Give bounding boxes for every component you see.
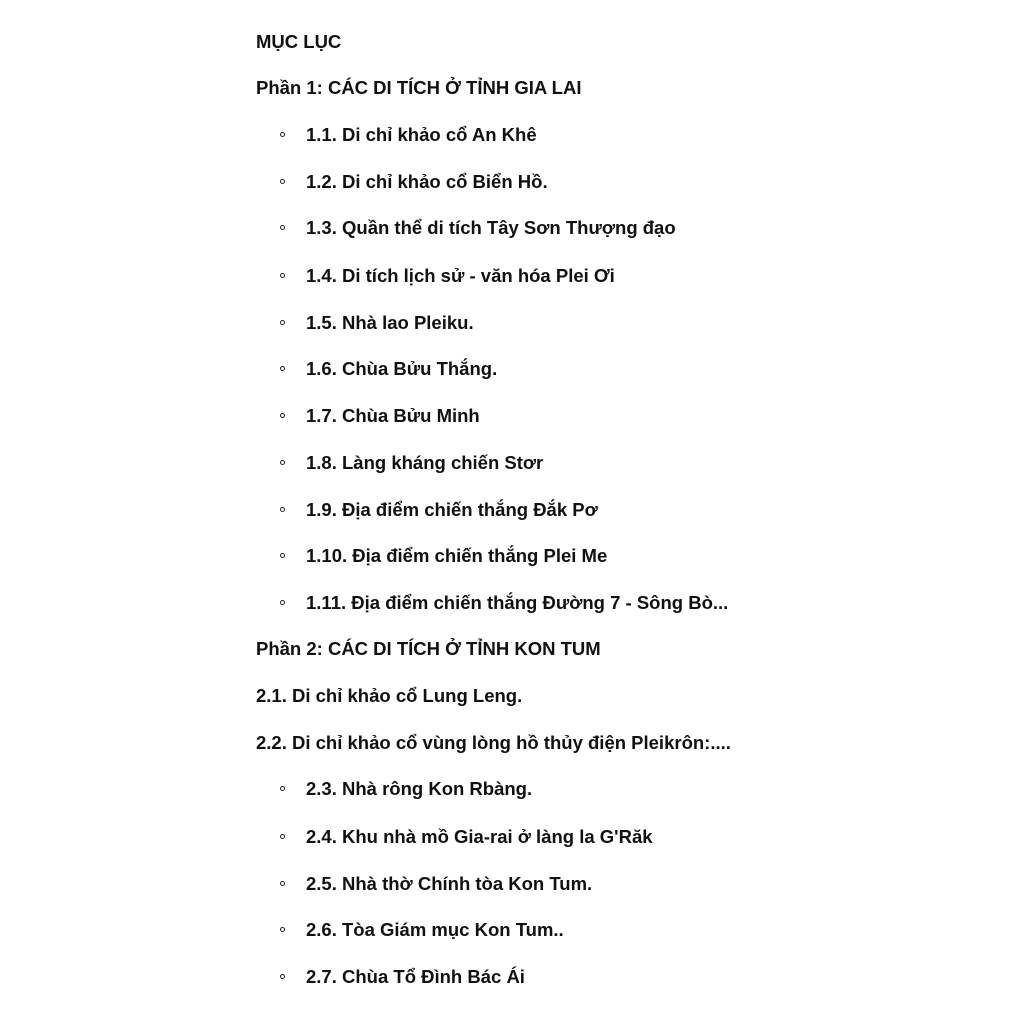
toc-entry-text: 1.5. Nhà lao Pleiku. xyxy=(306,312,474,333)
toc-section-heading xyxy=(256,77,581,99)
circle-bullet-icon xyxy=(280,786,285,791)
toc-section-heading xyxy=(256,638,601,660)
toc-entry xyxy=(256,685,522,707)
circle-bullet-icon xyxy=(280,413,285,418)
toc-entry-text: 1.11. Địa điểm chiến thắng Đường 7 - Sông Bò... xyxy=(306,592,729,613)
circle-bullet-icon xyxy=(280,225,285,230)
toc-entry-text: 1.4. Di tích lịch sử - văn hóa Plei Ơi xyxy=(306,265,615,286)
toc-list-item xyxy=(306,499,598,521)
circle-bullet-icon xyxy=(280,460,285,465)
circle-bullet-icon xyxy=(280,320,285,325)
circle-bullet-icon xyxy=(280,179,285,184)
toc-list-item xyxy=(306,358,497,380)
toc-list-item xyxy=(306,405,480,427)
circle-bullet-icon xyxy=(280,881,285,886)
toc-list-item xyxy=(306,312,474,334)
toc-entry-text: Phần 2: CÁC DI TÍCH Ở TỈNH KON TUM xyxy=(256,638,601,659)
toc-entry-text: 2.7. Chùa Tổ Đình Bác Ái xyxy=(306,966,525,987)
circle-bullet-icon xyxy=(280,273,285,278)
circle-bullet-icon xyxy=(280,507,285,512)
toc-entry-text: 2.6. Tòa Giám mục Kon Tum.. xyxy=(306,919,564,940)
circle-bullet-icon xyxy=(280,927,285,932)
toc-entry-text: 1.2. Di chỉ khảo cổ Biển Hồ. xyxy=(306,171,548,192)
circle-bullet-icon xyxy=(280,834,285,839)
circle-bullet-icon xyxy=(280,600,285,605)
toc-list-item xyxy=(306,124,537,146)
toc-list-item xyxy=(306,778,532,800)
toc-list-item xyxy=(306,592,728,614)
toc-entry-text: 2.1. Di chỉ khảo cổ Lung Leng. xyxy=(256,685,523,706)
toc-entry-text: 1.7. Chùa Bửu Minh xyxy=(306,405,480,426)
toc-list-item xyxy=(306,171,548,193)
circle-bullet-icon xyxy=(280,553,285,558)
toc-entry-text: 1.10. Địa điểm chiến thắng Plei Me xyxy=(306,545,608,566)
toc-entry-text: 2.4. Khu nhà mồ Gia-rai ở làng la G'Răk xyxy=(306,826,653,847)
toc-list-item xyxy=(306,826,653,848)
toc-entry-text: 1.8. Làng kháng chiến Stơr xyxy=(306,452,544,473)
toc-title: MỤC LỤC xyxy=(256,31,342,52)
toc-list-item xyxy=(306,919,564,941)
toc-entry-text: Phần 1: CÁC DI TÍCH Ở TỈNH GIA LAI xyxy=(256,77,582,98)
toc-list-item xyxy=(306,217,676,239)
toc-entry-text: 2.3. Nhà rông Kon Rbàng. xyxy=(306,778,533,799)
toc-entry-text: 2.5. Nhà thờ Chính tòa Kon Tum. xyxy=(306,873,593,894)
toc-entry-text: 2.2. Di chỉ khảo cổ vùng lòng hồ thủy điện Pleikrôn:.... xyxy=(256,732,731,753)
circle-bullet-icon xyxy=(280,974,285,979)
toc-entry-text: 1.9. Địa điểm chiến thắng Đắk Pơ xyxy=(306,499,598,520)
toc-entry-text: 1.6. Chùa Bửu Thắng. xyxy=(306,358,498,379)
toc-list-item xyxy=(306,545,607,567)
toc-entry-text: 1.1. Di chỉ khảo cổ An Khê xyxy=(306,124,537,145)
circle-bullet-icon xyxy=(280,366,285,371)
circle-bullet-icon xyxy=(280,132,285,137)
toc-entry-text: 1.3. Quần thể di tích Tây Sơn Thượng đạo xyxy=(306,217,676,238)
toc-entry xyxy=(256,732,731,754)
toc-list-item xyxy=(306,966,525,988)
toc-list-item xyxy=(306,265,615,287)
toc-list-item xyxy=(306,873,592,895)
toc-list-item xyxy=(306,452,543,474)
